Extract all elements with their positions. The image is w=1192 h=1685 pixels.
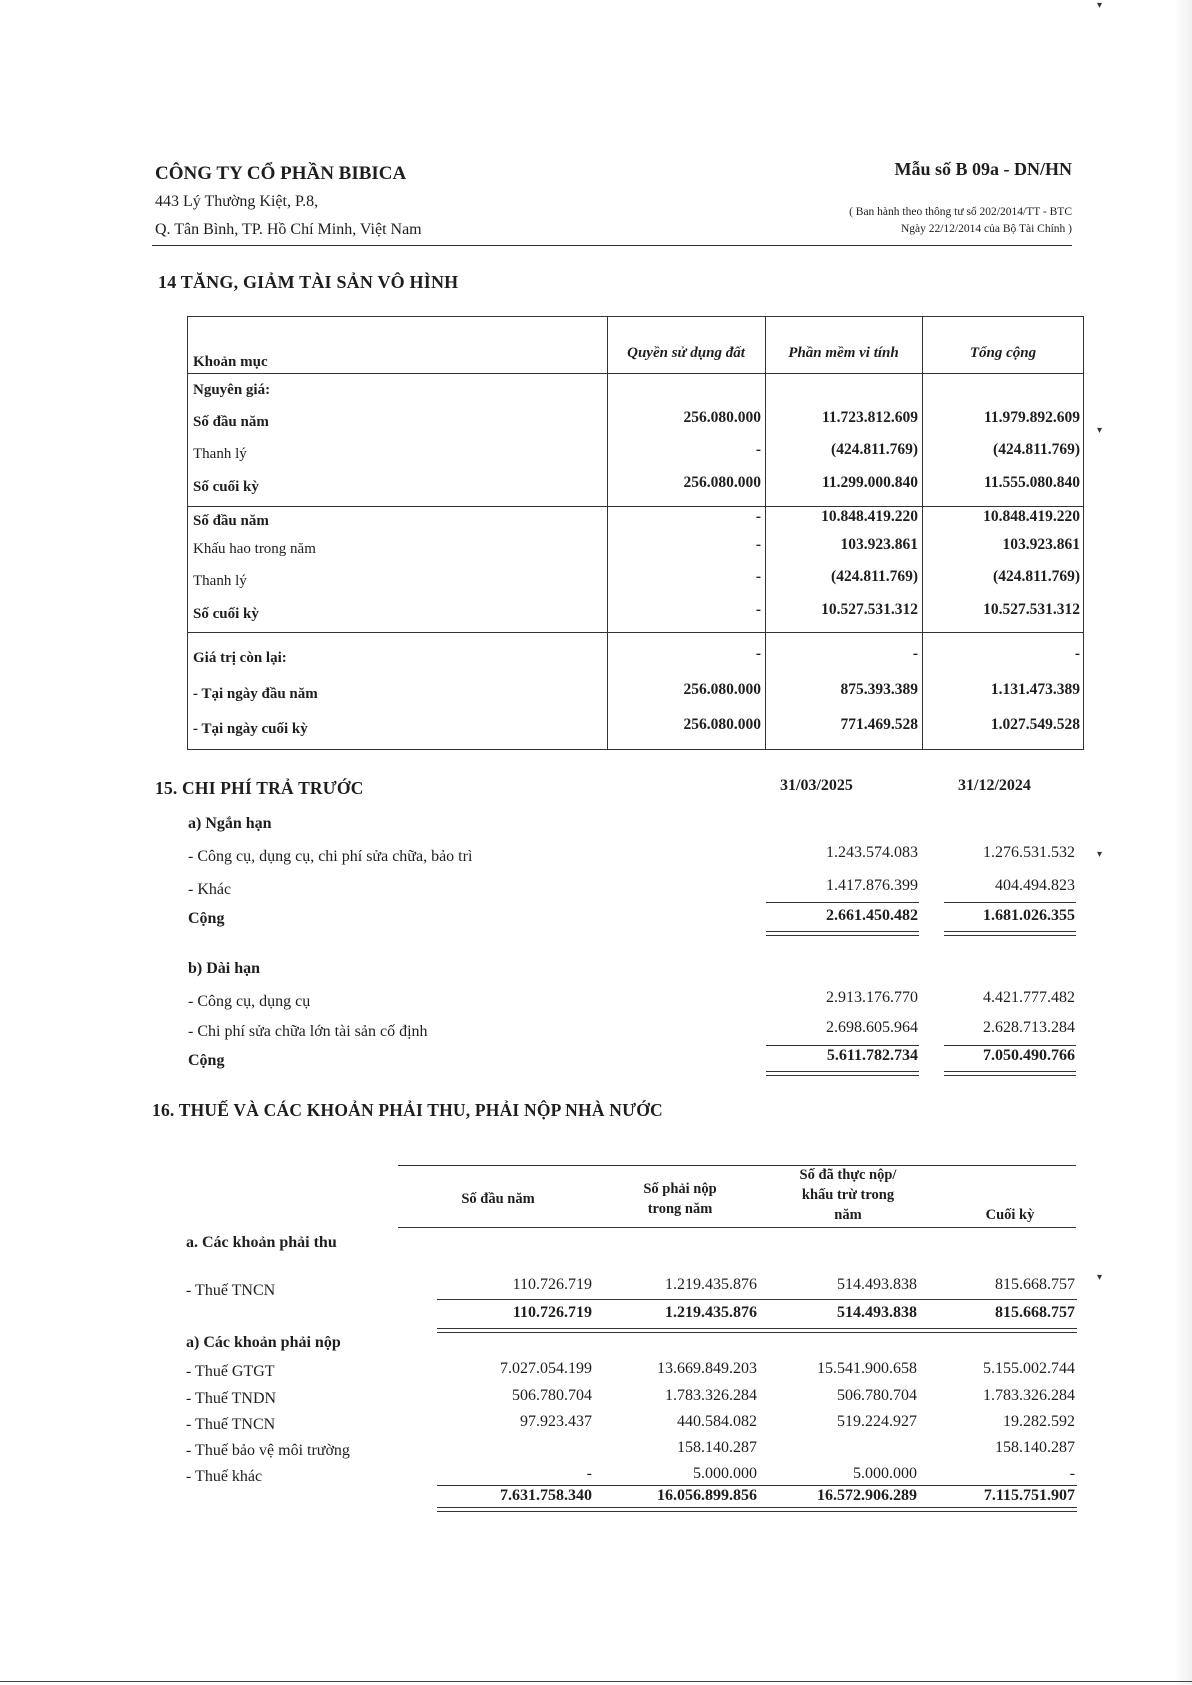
s16-col-open: Số đầu năm	[461, 1191, 535, 1207]
s15-long-total-rule-b	[766, 1075, 919, 1076]
s16-pay-row-paid: 15.541.900.658	[817, 1360, 917, 1377]
s16-pay-row-close: 5.155.002.744	[983, 1360, 1075, 1377]
section-15-title: 15. CHI PHÍ TRẢ TRƯỚC	[155, 778, 364, 798]
t14-header-total: Tổng cộng	[969, 345, 1037, 361]
s16-receivables-heading: a. Các khoản phải thu	[186, 1234, 337, 1251]
s16-pay-row-payable: 158.140.287	[677, 1439, 757, 1456]
t14-row-label: - Tại ngày cuối kỳ	[193, 721, 308, 737]
s16-recv-row-label: - Thuế TNCN	[186, 1282, 276, 1299]
company-address-line1: 443 Lý Thường Kiệt, P.8,	[155, 193, 319, 210]
s16-pay-row-payable: 1.783.326.284	[665, 1387, 757, 1404]
t14-row-label: Nguyên giá:	[193, 382, 271, 398]
t14-row-label: Giá trị còn lại:	[193, 650, 287, 666]
t14-row-land: -	[755, 645, 761, 662]
s15-short-total-label: Cộng	[188, 910, 225, 927]
t14-row-total: (424.811.769)	[993, 441, 1080, 458]
s15-short-total-rule-a	[766, 931, 919, 932]
t14-row-label: Thanh lý	[193, 446, 247, 462]
s16-col-close: Cuối kỳ	[985, 1207, 1035, 1223]
t14-row-software: 875.393.389	[840, 681, 918, 698]
t14-row-land: -	[755, 508, 761, 525]
t14-row-label: Số đầu năm	[193, 414, 269, 430]
margin-mark: ▾	[1097, 0, 1103, 11]
t14-row-total: 103.923.861	[1002, 536, 1080, 553]
section-14-title: 14 TĂNG, GIẢM TÀI SẢN VÔ HÌNH	[158, 272, 459, 292]
t14-row-total: (424.811.769)	[993, 568, 1080, 585]
s16-pay-row-payable: 5.000.000	[693, 1465, 757, 1482]
s16-recv-row-close: 815.668.757	[995, 1276, 1075, 1293]
t14-row-land: 256.080.000	[683, 681, 761, 698]
s15-long-row-label: - Chi phí sửa chữa lớn tài sản cố định	[188, 1023, 428, 1040]
t14-header-land: Quyền sử dụng đất	[627, 345, 745, 361]
s15-long-row-v2: 2.628.713.284	[983, 1019, 1075, 1036]
t14-row-software: 11.299.000.840	[821, 474, 918, 491]
s16-pay-total-rule-b	[437, 1511, 1077, 1512]
s15-short-row-label: - Khác	[188, 881, 232, 898]
t14-row-land: -	[755, 601, 761, 618]
page-bottom-edge	[0, 1681, 1192, 1682]
s15-short-row-v1: 1.243.574.083	[826, 844, 918, 861]
t14-row-software: 10.848.419.220	[821, 508, 918, 525]
s15-long-row-v2: 4.421.777.482	[983, 989, 1075, 1006]
s16-recv-total-payable: 1.219.435.876	[665, 1304, 757, 1321]
s15-long-total-rule-d	[944, 1075, 1076, 1076]
s15-short-subtotal-rule2	[944, 902, 1076, 903]
t14-row-software: 771.469.528	[840, 716, 918, 733]
t14-row-software: -	[912, 645, 918, 662]
s15-long-term-heading: b) Dài hạn	[188, 960, 261, 977]
s15-long-row-label: - Công cụ, dụng cụ	[188, 993, 311, 1010]
s15-long-subtotal-rule1	[766, 1045, 919, 1046]
t14-row-land: -	[755, 536, 761, 553]
s16-pay-row-close: 19.282.592	[1003, 1413, 1075, 1430]
t14-header-rule	[187, 373, 1084, 374]
margin-mark: ▾	[1097, 425, 1103, 436]
t14-row-total: 11.555.080.840	[983, 474, 1080, 491]
company-address-line2: Q. Tân Bình, TP. Hồ Chí Minh, Việt Nam	[155, 221, 422, 238]
page-edge-shadow	[1174, 0, 1192, 1685]
s16-pay-row-close: 1.783.326.284	[983, 1387, 1075, 1404]
s16-col-paid-line2: khấu trừ trong	[801, 1187, 895, 1203]
s16-pay-total-open: 7.631.758.340	[500, 1487, 592, 1504]
s16-header-bottom-rule	[398, 1227, 1076, 1228]
s16-pay-total-paid: 16.572.906.289	[817, 1487, 917, 1504]
s15-col-date2: 31/12/2024	[958, 777, 1031, 794]
t14-group-rule-2	[187, 632, 1084, 633]
s16-recv-row-open: 110.726.719	[512, 1276, 592, 1293]
s16-pay-row-paid: 519.224.927	[837, 1413, 917, 1430]
t14-row-total: 10.848.419.220	[983, 508, 1080, 525]
s16-pay-row-payable: 440.584.082	[677, 1413, 757, 1430]
s16-pay-row-close: -	[1069, 1465, 1075, 1482]
s16-recv-total-close: 815.668.757	[995, 1304, 1075, 1321]
t14-row-land: 256.080.000	[683, 409, 761, 426]
s16-pay-row-label: - Thuế TNDN	[186, 1390, 277, 1407]
s15-short-total-rule-b	[766, 935, 919, 936]
s15-long-total-label: Cộng	[188, 1052, 225, 1069]
t14-row-label: - Tại ngày đầu năm	[193, 686, 318, 702]
section-16-title: 16. THUẾ VÀ CÁC KHOẢN PHẢI THU, PHẢI NỘP NHÀ NƯỚC	[152, 1100, 663, 1120]
company-name: CÔNG TY CỔ PHẦN BIBICA	[155, 163, 407, 184]
s16-recv-total-top-rule	[437, 1299, 1077, 1300]
s15-short-row-label: - Công cụ, dụng cụ, chi phí sửa chữa, bảo trì	[188, 848, 473, 865]
s16-pay-row-label: - Thuế GTGT	[186, 1363, 275, 1380]
t14-row-software: (424.811.769)	[831, 568, 918, 585]
s16-col-payable-line2: trong năm	[647, 1201, 713, 1217]
issued-line1: ( Ban hành theo thông tư số 202/2014/TT - BTC	[849, 206, 1072, 218]
s16-col-payable-line1: Số phải nộp	[643, 1181, 717, 1197]
s15-short-subtotal-rule1	[766, 902, 919, 903]
t14-row-software: 103.923.861	[840, 536, 918, 553]
t14-row-land: -	[755, 568, 761, 585]
s16-pay-total-close: 7.115.751.907	[983, 1487, 1075, 1504]
s15-short-row-v2: 404.494.823	[995, 877, 1075, 894]
s15-long-total-v2: 7.050.490.766	[983, 1047, 1075, 1064]
s16-pay-row-close: 158.140.287	[995, 1439, 1075, 1456]
s15-short-row-v1: 1.417.876.399	[826, 877, 918, 894]
t14-border-right	[1083, 316, 1084, 750]
t14-row-total: 10.527.531.312	[983, 601, 1080, 618]
s15-short-term-heading: a) Ngắn hạn	[188, 815, 272, 832]
s15-short-total-rule-d	[944, 935, 1076, 936]
t14-border-left	[187, 316, 188, 750]
intangible-assets-table	[187, 316, 1084, 750]
t14-header-item: Khoản mục	[193, 354, 268, 370]
s16-recv-total-open: 110.726.719	[512, 1304, 592, 1321]
t14-row-label: Số cuối kỳ	[193, 606, 259, 622]
s15-col-date1: 31/03/2025	[780, 777, 853, 794]
s15-long-total-rule-a	[766, 1071, 919, 1072]
t14-row-software: (424.811.769)	[831, 441, 918, 458]
s15-long-row-v1: 2.698.605.964	[826, 1019, 918, 1036]
margin-mark: ▾	[1097, 1272, 1103, 1283]
t14-row-label: Khấu hao trong năm	[193, 541, 316, 557]
header-rule	[152, 245, 1072, 246]
t14-row-software: 10.527.531.312	[821, 601, 918, 618]
form-number: Mẫu số B 09a - DN/HN	[894, 159, 1072, 179]
s16-col-paid-line3: năm	[834, 1207, 862, 1223]
s15-short-row-v2: 1.276.531.532	[983, 844, 1075, 861]
s16-recv-row-paid: 514.493.838	[837, 1276, 917, 1293]
s16-pay-row-label: - Thuế bảo vệ môi trường	[186, 1442, 350, 1459]
t14-group-rule-1	[187, 506, 1084, 507]
t14-row-land: 256.080.000	[683, 474, 761, 491]
s15-short-total-v1: 2.661.450.482	[826, 907, 918, 924]
s15-long-total-rule-c	[944, 1071, 1076, 1072]
t14-row-total: 11.979.892.609	[983, 409, 1080, 426]
s16-recv-total-rule-a	[437, 1328, 1077, 1329]
margin-mark: ▾	[1097, 849, 1103, 860]
t14-row-label: Số đầu năm	[193, 513, 269, 529]
s15-long-subtotal-rule2	[944, 1045, 1076, 1046]
s16-payables-heading: a) Các khoản phải nộp	[186, 1334, 341, 1351]
s16-pay-row-open: 7.027.054.199	[500, 1360, 592, 1377]
issued-line2: Ngày 22/12/2014 của Bộ Tài Chính )	[901, 223, 1072, 235]
t14-border-top	[187, 316, 1084, 317]
t14-row-total: 1.027.549.528	[990, 716, 1080, 733]
s15-short-total-rule-c	[944, 931, 1076, 932]
t14-row-software: 11.723.812.609	[821, 409, 918, 426]
s16-pay-row-payable: 13.669.849.203	[657, 1360, 757, 1377]
t14-header-software: Phần mềm vi tính	[788, 345, 899, 361]
s16-pay-row-open: 97.923.437	[520, 1413, 592, 1430]
s15-short-total-v2: 1.681.026.355	[983, 907, 1075, 924]
s16-pay-row-paid: 506.780.704	[837, 1387, 917, 1404]
s16-pay-row-label: - Thuế TNCN	[186, 1416, 276, 1433]
s15-long-total-v1: 5.611.782.734	[826, 1047, 918, 1064]
t14-row-land: 256.080.000	[683, 716, 761, 733]
t14-row-total: 1.131.473.389	[990, 681, 1080, 698]
t14-row-label: Thanh lý	[193, 573, 247, 589]
t14-row-total: -	[1074, 645, 1080, 662]
t14-row-label: Số cuối kỳ	[193, 479, 259, 495]
s16-pay-row-label: - Thuế khác	[186, 1468, 263, 1485]
s16-pay-row-paid: 5.000.000	[853, 1465, 917, 1482]
s16-pay-row-open: -	[586, 1465, 592, 1482]
s16-header-top-rule	[398, 1165, 1076, 1166]
s16-pay-row-open: 506.780.704	[512, 1387, 592, 1404]
s16-col-paid-line1: Số đã thực nộp/	[799, 1167, 897, 1183]
s16-recv-total-paid: 514.493.838	[837, 1304, 917, 1321]
t14-row-land: -	[755, 441, 761, 458]
s16-pay-total-top-rule	[437, 1485, 1077, 1486]
s15-long-row-v1: 2.913.176.770	[826, 989, 918, 1006]
s16-recv-total-rule-b	[437, 1332, 1077, 1333]
s16-pay-total-rule-a	[437, 1507, 1077, 1508]
t14-border-bottom	[187, 749, 1084, 750]
s16-recv-row-payable: 1.219.435.876	[665, 1276, 757, 1293]
s16-pay-total-payable: 16.056.899.856	[657, 1487, 757, 1504]
